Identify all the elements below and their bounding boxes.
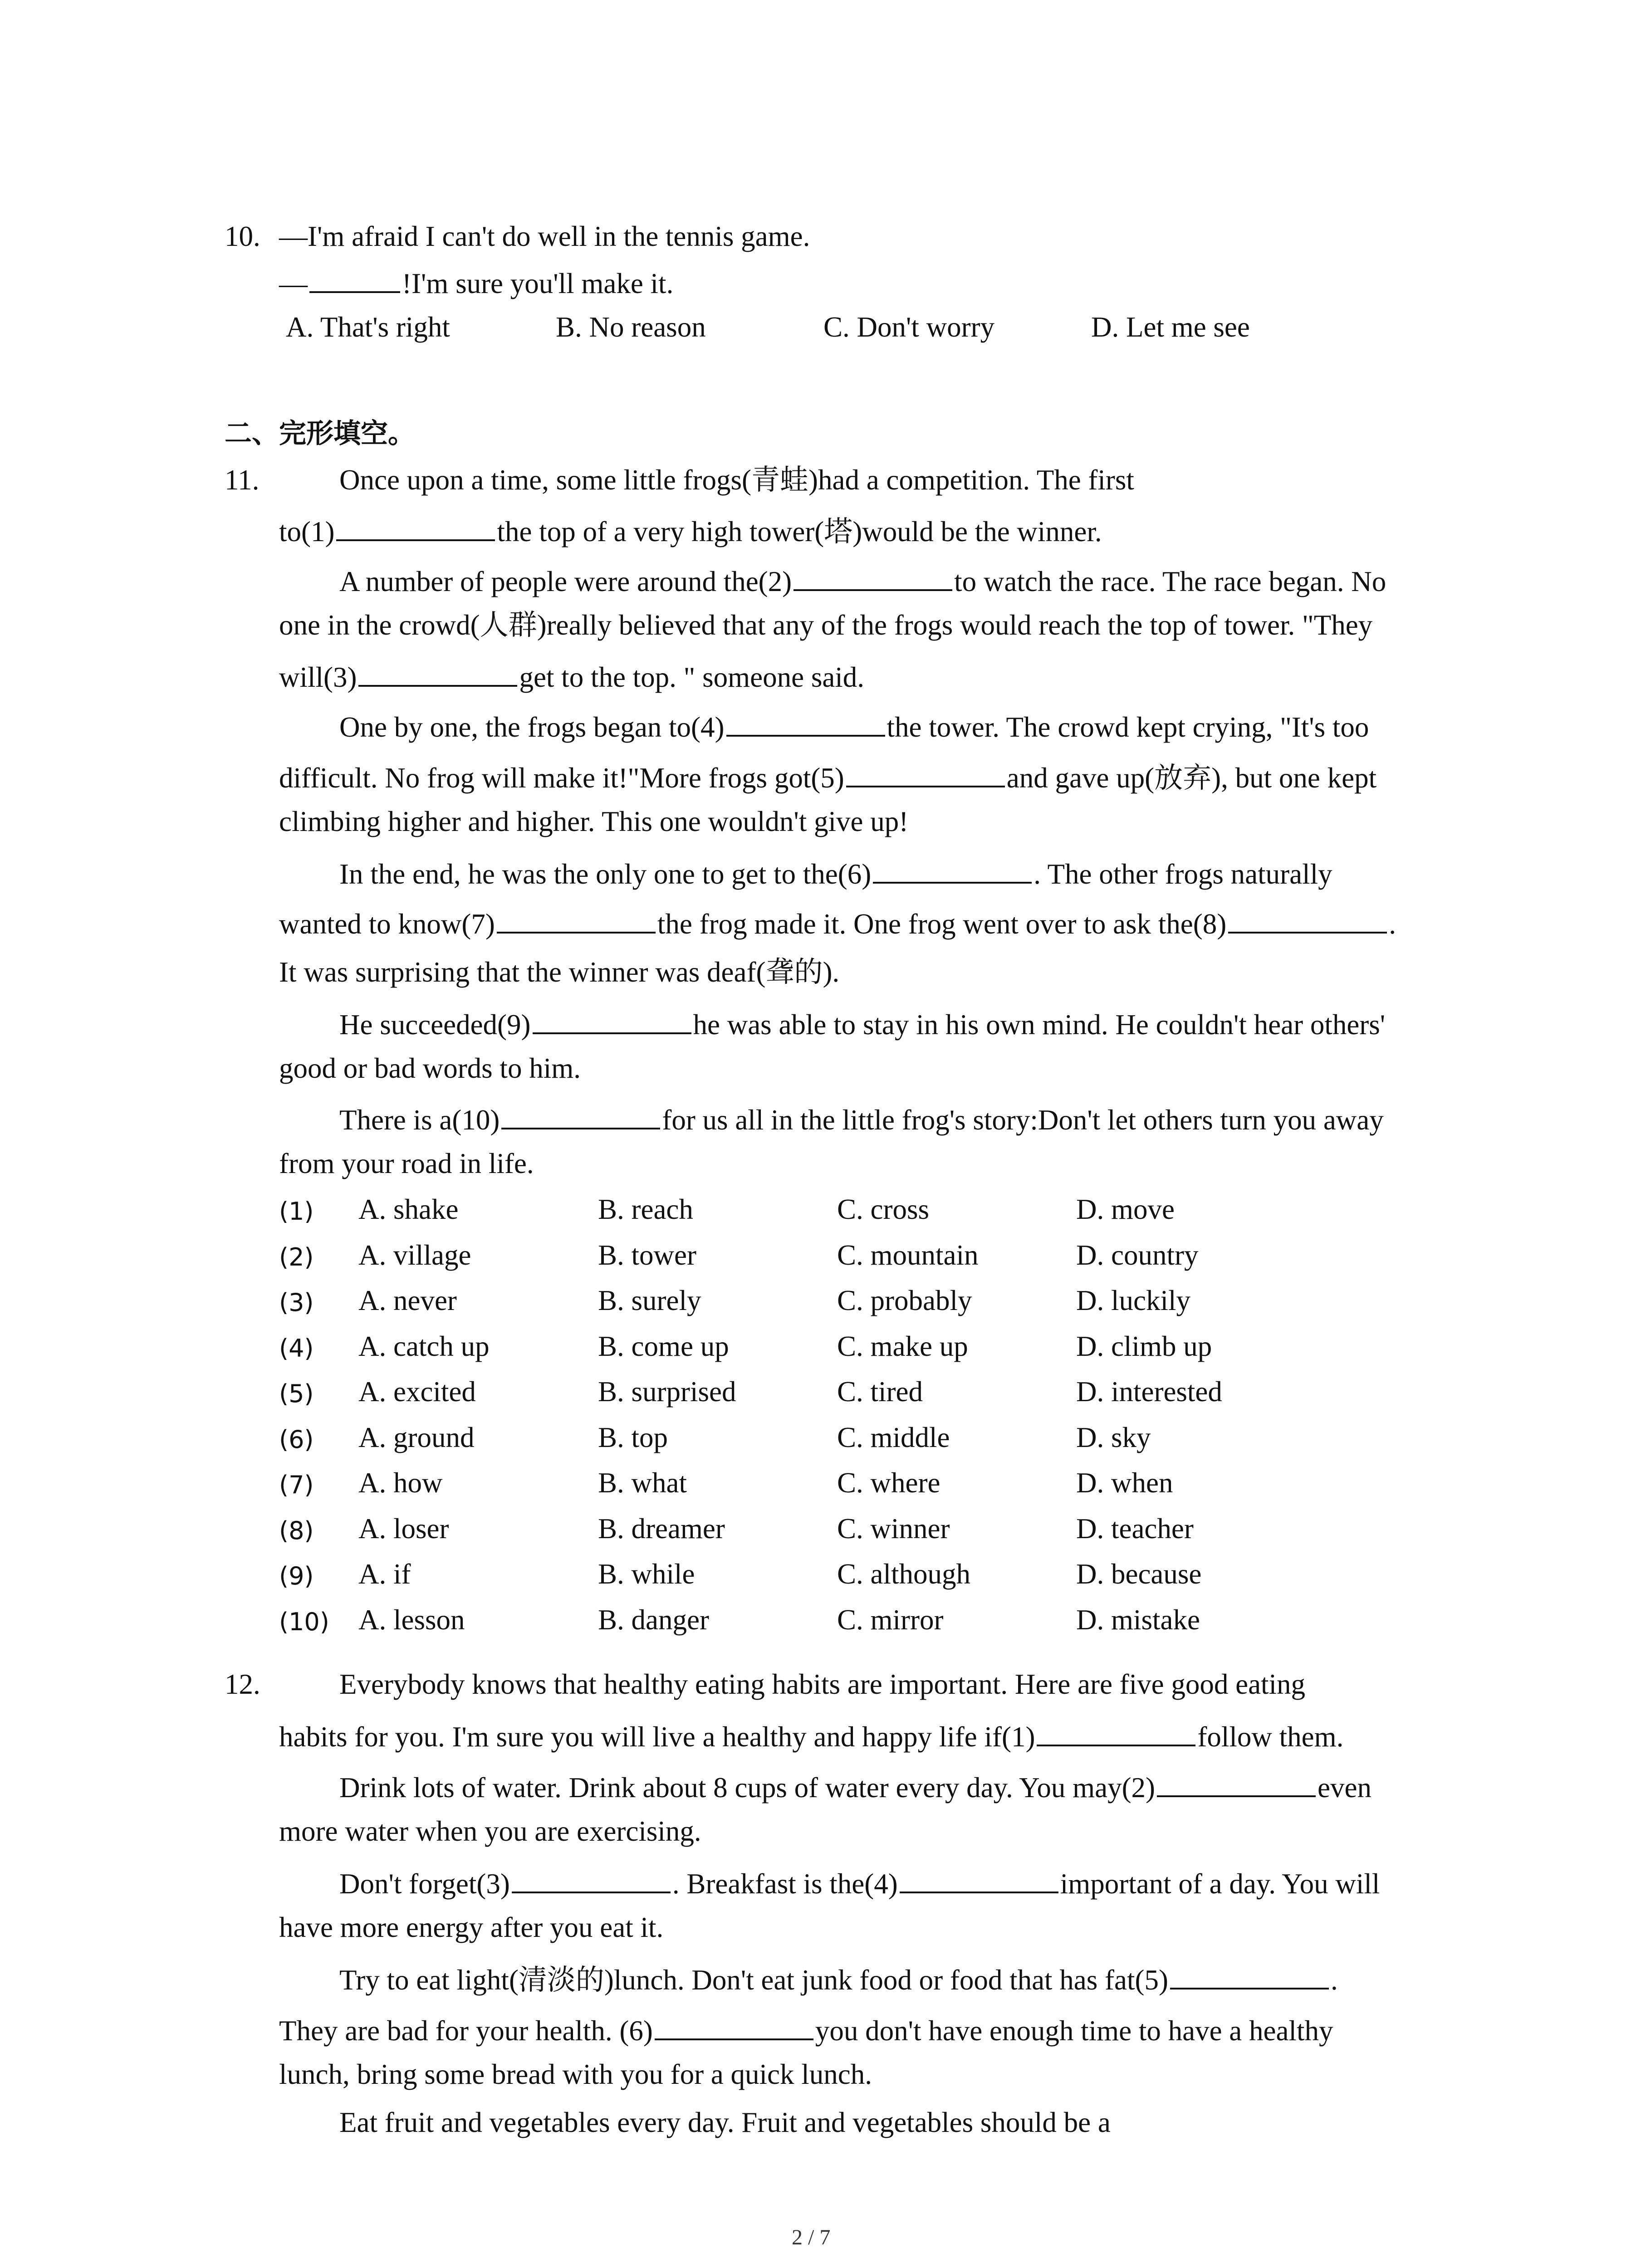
passage-line — [339, 858, 1332, 889]
passage-text: more water when you are exercising. — [279, 1815, 701, 1847]
option-b[interactable]: B. top — [598, 1421, 668, 1453]
option-c[interactable]: C. middle — [837, 1421, 950, 1453]
option-a[interactable]: A. excited — [358, 1376, 476, 1408]
q10-option-b[interactable]: B. No reason — [556, 311, 706, 343]
answer-blank[interactable] — [358, 661, 517, 687]
q10-line2 — [279, 268, 673, 298]
passage-line — [339, 2108, 1111, 2137]
option-d[interactable]: D. country — [1076, 1239, 1199, 1271]
option-b[interactable]: B. surprised — [598, 1376, 736, 1408]
passage-text: to(1) — [279, 516, 335, 547]
passage-text: even — [1318, 1772, 1372, 1804]
passage-text: . — [1330, 1964, 1338, 1996]
option-a[interactable]: A. village — [358, 1239, 471, 1271]
option-number: (6) — [279, 1425, 314, 1454]
answer-blank[interactable] — [512, 1868, 671, 1893]
option-a[interactable]: A. loser — [358, 1512, 449, 1545]
option-b[interactable]: B. danger — [598, 1603, 709, 1636]
passage-text: In the end, he was the only one to get to the(6) — [339, 858, 872, 890]
passage-text: good or bad words to him. — [279, 1052, 581, 1084]
passage-line — [279, 1149, 534, 1178]
passage-text: get to the top. " someone said. — [519, 661, 865, 693]
q10-option-a[interactable]: A. That's right — [286, 311, 450, 343]
passage-text: to watch the race. The race began. No — [954, 566, 1386, 597]
passage-text: climbing higher and higher. This one wouldn't give up! — [279, 806, 909, 837]
q10-line1: —I'm afraid I can't do well in the tennis game. — [279, 220, 810, 252]
passage-text: Eat fruit and vegetables every day. Fruit and vegetables should be a — [339, 2107, 1111, 2138]
page-number: 2 / 7 — [792, 2225, 831, 2249]
section-title: 二、完形填空。 — [225, 418, 415, 450]
answer-blank[interactable] — [501, 1104, 660, 1129]
passage-line — [279, 661, 864, 692]
passage-text: One by one, the frogs began to(4) — [339, 711, 725, 743]
option-c[interactable]: C. winner — [837, 1512, 950, 1545]
passage-line — [339, 466, 1134, 494]
passage-text: They are bad for your health. (6) — [279, 2015, 653, 2047]
passage-text: habits for you. I'm sure you will live a healthy and happy life if(1) — [279, 1721, 1035, 1753]
answer-blank[interactable] — [1157, 1772, 1316, 1797]
passage-line — [279, 611, 1372, 640]
passage-line — [279, 762, 1376, 792]
option-d[interactable]: D. climb up — [1076, 1330, 1212, 1362]
question-number: 11. — [225, 464, 260, 496]
passage-text: and gave up(放弃), but one kept — [1006, 762, 1377, 794]
answer-blank[interactable] — [336, 516, 495, 541]
passage-text: from your road in life. — [279, 1148, 534, 1179]
passage-text: A number of people were around the(2) — [339, 566, 792, 597]
option-b[interactable]: B. tower — [598, 1239, 696, 1271]
q10-option-c[interactable]: C. Don't worry — [823, 311, 995, 343]
option-a[interactable]: A. shake — [358, 1193, 459, 1225]
passage-text: difficult. No frog will make it!"More frogs got(5) — [279, 762, 844, 794]
option-b[interactable]: B. reach — [598, 1193, 693, 1225]
answer-blank[interactable] — [794, 566, 952, 591]
passage-line — [339, 1104, 1384, 1134]
passage-text: Everybody knows that healthy eating habits are important. Here are five good eating — [339, 1668, 1306, 1700]
passage-text: Don't forget(3) — [339, 1868, 510, 1900]
option-number: (5) — [279, 1379, 314, 1408]
option-c[interactable]: C. mirror — [837, 1603, 944, 1636]
option-number: (8) — [279, 1516, 314, 1545]
option-b[interactable]: B. surely — [598, 1285, 701, 1316]
question-number: 12. — [225, 1668, 260, 1700]
passage-text: one in the crowd(人群)really believed that any of the frogs would reach the top of tower. "They — [279, 609, 1373, 641]
option-number: (3) — [279, 1288, 314, 1317]
passage-text: He succeeded(9) — [339, 1009, 531, 1041]
option-a[interactable]: A. never — [358, 1285, 457, 1316]
passage-text: for us all in the little frog's story:Don't let others turn you away — [662, 1104, 1384, 1136]
option-d[interactable]: D. because — [1076, 1558, 1202, 1590]
option-d[interactable]: D. mistake — [1076, 1603, 1200, 1636]
option-c[interactable]: C. probably — [837, 1285, 972, 1316]
option-b[interactable]: B. what — [598, 1467, 687, 1499]
option-d[interactable]: D. interested — [1076, 1376, 1222, 1408]
option-c[interactable]: C. mountain — [837, 1239, 979, 1271]
option-d[interactable]: D. teacher — [1076, 1512, 1194, 1545]
passage-line — [339, 1009, 1385, 1039]
answer-blank[interactable] — [900, 1868, 1058, 1893]
option-b[interactable]: B. dreamer — [598, 1512, 725, 1545]
passage-line — [339, 1772, 1372, 1802]
passage-line — [339, 711, 1369, 742]
option-a[interactable]: A. lesson — [358, 1603, 465, 1636]
answer-blank[interactable] — [1228, 908, 1387, 934]
q10-dash: — — [279, 268, 308, 299]
passage-text: . Breakfast is the(4) — [672, 1868, 898, 1900]
option-a[interactable]: A. ground — [358, 1421, 475, 1453]
answer-blank[interactable] — [1037, 1721, 1195, 1746]
answer-blank[interactable] — [655, 2015, 813, 2040]
passage-line — [279, 1817, 701, 1846]
option-a[interactable]: A. if — [358, 1558, 411, 1590]
answer-blank[interactable] — [846, 762, 1005, 787]
passage-text: . — [1389, 908, 1396, 940]
q10-line2-text: !I'm sure you'll make it. — [402, 268, 674, 299]
passage-line — [339, 566, 1386, 596]
option-d[interactable]: D. luckily — [1076, 1285, 1190, 1316]
passage-line — [279, 958, 839, 987]
option-b[interactable]: B. come up — [598, 1330, 729, 1362]
answer-blank[interactable] — [533, 1009, 691, 1034]
passage-line — [339, 1670, 1305, 1699]
option-c[interactable]: C. tired — [837, 1376, 923, 1408]
passage-line — [279, 516, 1102, 546]
option-a[interactable]: A. catch up — [358, 1330, 490, 1362]
answer-blank[interactable] — [873, 858, 1032, 884]
option-c[interactable]: C. cross — [837, 1193, 929, 1225]
passage-text: the frog made it. One frog went over to ask the(8) — [657, 908, 1227, 940]
option-c[interactable]: C. although — [837, 1558, 970, 1590]
answer-blank[interactable] — [1170, 1964, 1329, 1989]
option-number: (7) — [279, 1471, 314, 1499]
passage-text: Once upon a time, some little frogs(青蛙)had a competition. The first — [339, 464, 1134, 496]
option-number: (1) — [279, 1197, 314, 1226]
option-d[interactable]: D. move — [1076, 1193, 1175, 1225]
passage-line — [279, 2060, 872, 2089]
answer-blank[interactable] — [497, 908, 656, 934]
question-number: 10. — [225, 220, 260, 252]
q10-option-d[interactable]: D. Let me see — [1091, 311, 1250, 343]
passage-text: lunch, bring some bread with you for a quick lunch. — [279, 2058, 872, 2090]
passage-line — [279, 807, 908, 836]
passage-text: follow them. — [1197, 1721, 1344, 1753]
passage-line — [279, 1721, 1343, 1751]
passage-line — [339, 1868, 1380, 1898]
passage-text: Drink lots of water. Drink about 8 cups of water every day. You may(2) — [339, 1772, 1156, 1804]
option-a[interactable]: A. how — [358, 1467, 443, 1499]
passage-text: important of a day. You will — [1060, 1868, 1380, 1900]
passage-text: wanted to know(7) — [279, 908, 495, 940]
passage-line — [279, 908, 1396, 938]
option-number: (9) — [279, 1562, 314, 1590]
passage-text: you don't have enough time to have a healthy — [815, 2015, 1333, 2047]
passage-line — [279, 2015, 1333, 2045]
passage-text: the top of a very high tower(塔)would be the winner. — [497, 516, 1102, 547]
passage-line — [279, 1054, 581, 1083]
passage-text: There is a(10) — [339, 1104, 500, 1136]
passage-text: . The other frogs naturally — [1034, 858, 1332, 890]
passage-text: will(3) — [279, 661, 357, 693]
option-number: (2) — [279, 1242, 314, 1271]
option-number: (10) — [279, 1607, 329, 1636]
option-c[interactable]: C. make up — [837, 1330, 968, 1362]
option-c[interactable]: C. where — [837, 1467, 941, 1499]
option-b[interactable]: B. while — [598, 1558, 695, 1590]
option-number: (4) — [279, 1334, 314, 1363]
passage-text: the tower. The crowd kept crying, "It's too — [887, 711, 1369, 743]
passage-text: have more energy after you eat it. — [279, 1911, 664, 1943]
passage-text: Try to eat light(清淡的)lunch. Don't eat junk food or food that has fat(5) — [339, 1964, 1168, 1996]
passage-text: It was surprising that the winner was deaf(聋的). — [279, 956, 840, 988]
answer-blank[interactable] — [726, 711, 885, 737]
option-d[interactable]: D. when — [1076, 1467, 1173, 1499]
answer-blank[interactable] — [309, 268, 400, 293]
passage-line — [279, 1913, 663, 1942]
passage-text: he was able to stay in his own mind. He couldn't hear others' — [693, 1009, 1386, 1041]
passage-line — [339, 1964, 1338, 1994]
option-d[interactable]: D. sky — [1076, 1421, 1151, 1453]
